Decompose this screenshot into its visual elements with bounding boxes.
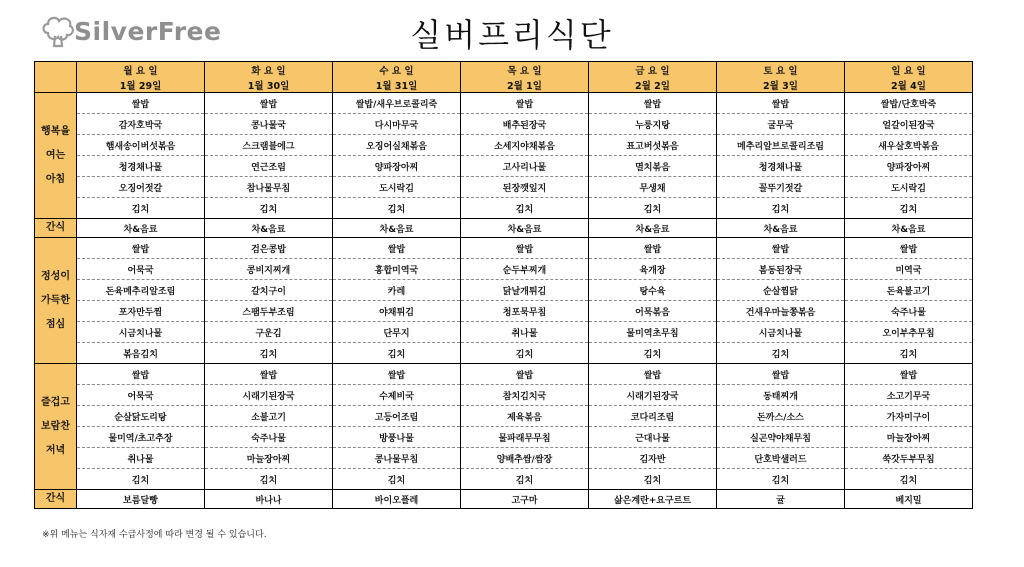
menu-item: 수제비국 [333, 385, 461, 406]
menu-item: 고구마 [461, 490, 589, 509]
menu-item: 오이부추무침 [845, 322, 973, 343]
menu-item: 김치 [589, 343, 717, 364]
menu-item: 단호박샐러드 [717, 448, 845, 469]
menu-item: 김치 [589, 198, 717, 219]
menu-item: 참치김치국 [461, 385, 589, 406]
menu-item: 시금치나물 [717, 322, 845, 343]
menu-item: 콩나물국 [205, 114, 333, 135]
menu-item: 차&음료 [461, 219, 589, 238]
menu-item: 김치 [845, 343, 973, 364]
menu-item: 볶음김치 [77, 343, 205, 364]
snack-label: 간식 [35, 490, 77, 509]
menu-item: 김치 [845, 198, 973, 219]
menu-item: 김치 [589, 469, 717, 490]
menu-item: 김치 [205, 198, 333, 219]
header-row-dates [35, 77, 973, 93]
logo-text: SilverFree [74, 16, 222, 46]
menu-item: 김치 [461, 469, 589, 490]
menu-item: 차&음료 [205, 219, 333, 238]
menu-item: 쌀밥 [589, 364, 717, 385]
menu-item: 돈육불고기 [845, 280, 973, 301]
menu-row [35, 385, 973, 406]
menu-item: 쌀밥 [589, 93, 717, 114]
menu-item: 표고버섯볶음 [589, 135, 717, 156]
menu-item: 쌀밥 [77, 93, 205, 114]
menu-item: 쌀밥/단호박죽 [845, 93, 973, 114]
menu-item: 오징어실채볶음 [333, 135, 461, 156]
menu-item: 쌀밥 [717, 238, 845, 259]
menu-item: 쌀밥 [461, 93, 589, 114]
menu-item: 마늘장아찌 [205, 448, 333, 469]
menu-item: 쌀밥 [461, 364, 589, 385]
menu-item: 봄동된장국 [717, 259, 845, 280]
menu-item: 무생채 [589, 177, 717, 198]
menu-item: 시래기된장국 [589, 385, 717, 406]
menu-item: 양파장아찌 [333, 156, 461, 177]
menu-item: 쌀밥/새우브로콜리죽 [333, 93, 461, 114]
date-header: 2월 2일 [589, 77, 717, 93]
menu-item: 쌀밥 [77, 364, 205, 385]
menu-row [35, 259, 973, 280]
menu-item: 멸치볶음 [589, 156, 717, 177]
menu-item: 순두부찌개 [461, 259, 589, 280]
date-header: 1월 30일 [205, 77, 333, 93]
menu-item: 돈육메추리알조림 [77, 280, 205, 301]
menu-item: 건새우마늘쫑볶음 [717, 301, 845, 322]
menu-item: 취나물 [77, 448, 205, 469]
menu-item: 물파래무무침 [461, 427, 589, 448]
menu-item: 콩나물무침 [333, 448, 461, 469]
header-row-days [35, 62, 973, 78]
menu-table-body [35, 62, 973, 509]
menu-item: 청포묵무침 [461, 301, 589, 322]
menu-item: 고등어조림 [333, 406, 461, 427]
menu-row [35, 198, 973, 219]
menu-item: 쑥갓두부무침 [845, 448, 973, 469]
menu-item: 쌀밥 [845, 364, 973, 385]
menu-item: 마늘장아찌 [845, 427, 973, 448]
menu-item: 소고기무국 [845, 385, 973, 406]
menu-item: 시래기된장국 [205, 385, 333, 406]
menu-item: 스크램블에그 [205, 135, 333, 156]
day-header: 금 요 일 [589, 62, 717, 78]
menu-item: 쌀밥 [333, 238, 461, 259]
date-header: 2월 4일 [845, 77, 973, 93]
menu-row [35, 280, 973, 301]
menu-item: 김치 [717, 198, 845, 219]
menu-row [35, 427, 973, 448]
day-header: 목 요 일 [461, 62, 589, 78]
menu-item: 김치 [205, 343, 333, 364]
menu-table [34, 61, 973, 509]
menu-item: 굴무국 [717, 114, 845, 135]
menu-item: 시금치나물 [77, 322, 205, 343]
menu-item: 고사리나물 [461, 156, 589, 177]
menu-item: 김치 [77, 198, 205, 219]
day-header: 수 요 일 [333, 62, 461, 78]
menu-item: 바이오플레 [333, 490, 461, 509]
menu-item: 육개장 [589, 259, 717, 280]
menu-row [35, 135, 973, 156]
menu-item: 김치 [461, 343, 589, 364]
menu-row [35, 406, 973, 427]
menu-row [35, 156, 973, 177]
menu-item: 근대나물 [589, 427, 717, 448]
menu-item: 카레 [333, 280, 461, 301]
date-header: 2월 1일 [461, 77, 589, 93]
menu-item: 김치 [333, 469, 461, 490]
menu-item: 바나나 [205, 490, 333, 509]
day-header: 월 요 일 [77, 62, 205, 78]
date-header: 1월 29일 [77, 77, 205, 93]
menu-item: 된장깻잎지 [461, 177, 589, 198]
menu-item: 구운김 [205, 322, 333, 343]
menu-item: 누룽지탕 [589, 114, 717, 135]
date-header: 2월 3일 [717, 77, 845, 93]
snack-label: 간식 [35, 219, 77, 238]
menu-item: 어묵국 [77, 385, 205, 406]
menu-item: 차&음료 [333, 219, 461, 238]
footnote: ※위 메뉴는 식자재 수급사정에 따라 변경 될 수 있습니다. [42, 530, 267, 540]
menu-item: 쌀밥 [461, 238, 589, 259]
header-corner [35, 62, 77, 93]
menu-item: 도시락김 [333, 177, 461, 198]
menu-item: 보름달빵 [77, 490, 205, 509]
menu-item: 어묵볶음 [589, 301, 717, 322]
menu-item: 얼갈이된장국 [845, 114, 973, 135]
menu-row [35, 93, 973, 114]
menu-item: 쌀밥 [77, 238, 205, 259]
menu-item: 콩비지찌개 [205, 259, 333, 280]
menu-item: 순살찜닭 [717, 280, 845, 301]
menu-item: 방풍나물 [333, 427, 461, 448]
menu-row [35, 343, 973, 364]
menu-item: 꼴뚜기젓갈 [717, 177, 845, 198]
menu-item: 갈치구이 [205, 280, 333, 301]
menu-item: 숙주나물 [205, 427, 333, 448]
menu-item: 소불고기 [205, 406, 333, 427]
menu-item: 미역국 [845, 259, 973, 280]
menu-item: 소세지야채볶음 [461, 135, 589, 156]
menu-item: 검은콩밥 [205, 238, 333, 259]
menu-item: 닭날개튀김 [461, 280, 589, 301]
menu-item: 쌀밥 [589, 238, 717, 259]
menu-item: 삶은계란+요구르트 [589, 490, 717, 509]
menu-row [35, 469, 973, 490]
menu-item: 차&음료 [77, 219, 205, 238]
menu-item: 김치 [333, 343, 461, 364]
menu-item: 단무지 [333, 322, 461, 343]
day-header: 화 요 일 [205, 62, 333, 78]
menu-item: 김치 [333, 198, 461, 219]
menu-item: 배추된장국 [461, 114, 589, 135]
menu-item: 취나물 [461, 322, 589, 343]
menu-item: 제육볶음 [461, 406, 589, 427]
menu-item: 연근조림 [205, 156, 333, 177]
menu-item: 물미역초무침 [589, 322, 717, 343]
day-header: 토 요 일 [717, 62, 845, 78]
menu-item: 쌀밥 [717, 93, 845, 114]
menu-item: 쌀밥 [205, 93, 333, 114]
menu-item: 차&음료 [589, 219, 717, 238]
menu-item: 베지밀 [845, 490, 973, 509]
menu-item: 어묵국 [77, 259, 205, 280]
snack-row [35, 219, 973, 238]
menu-item: 쌀밥 [717, 364, 845, 385]
menu-item: 다시마무국 [333, 114, 461, 135]
menu-item: 차&음료 [717, 219, 845, 238]
menu-row [35, 301, 973, 322]
menu-item: 실곤약야채무침 [717, 427, 845, 448]
menu-item: 햄새송이버섯볶음 [77, 135, 205, 156]
menu-item: 양파장아찌 [845, 156, 973, 177]
menu-item: 오징어젓갈 [77, 177, 205, 198]
menu-item: 메추리알브로콜리조림 [717, 135, 845, 156]
page-title: 실버프리식단 [410, 16, 614, 54]
menu-item: 김치 [205, 469, 333, 490]
menu-item: 쌀밥 [845, 238, 973, 259]
menu-item: 양배추쌈/쌈장 [461, 448, 589, 469]
menu-item: 새우살호박볶음 [845, 135, 973, 156]
menu-item: 쌀밥 [205, 364, 333, 385]
menu-item: 동태찌개 [717, 385, 845, 406]
menu-row [35, 322, 973, 343]
menu-item: 청경채나물 [717, 156, 845, 177]
menu-item: 김치 [717, 469, 845, 490]
meal-label: 정성이 가득한 점심 [35, 238, 77, 364]
menu-item: 도시락김 [845, 177, 973, 198]
menu-row [35, 114, 973, 135]
menu-item: 귤 [717, 490, 845, 509]
menu-item: 홍합미역국 [333, 259, 461, 280]
menu-item: 스팸두부조림 [205, 301, 333, 322]
menu-item: 김치 [77, 469, 205, 490]
meal-label: 즐겁고 보람찬 저녁 [35, 364, 77, 490]
menu-item: 물미역/초고추장 [77, 427, 205, 448]
menu-item: 청경채나물 [77, 156, 205, 177]
menu-item: 포자만두찜 [77, 301, 205, 322]
menu-item: 코다리조림 [589, 406, 717, 427]
menu-item: 숙주나물 [845, 301, 973, 322]
menu-row [35, 238, 973, 259]
menu-item: 김치 [845, 469, 973, 490]
menu-item: 탕수육 [589, 280, 717, 301]
menu-item: 김자반 [589, 448, 717, 469]
menu-item: 김치 [717, 343, 845, 364]
meal-label: 행복을 여는 아침 [35, 93, 77, 219]
menu-item: 참나물무침 [205, 177, 333, 198]
menu-row [35, 448, 973, 469]
menu-item: 순살닭도리탕 [77, 406, 205, 427]
menu-item: 돈까스/소스 [717, 406, 845, 427]
day-header: 일 요 일 [845, 62, 973, 78]
menu-item: 감자호박국 [77, 114, 205, 135]
menu-row [35, 364, 973, 385]
date-header: 1월 31일 [333, 77, 461, 93]
snack-row [35, 490, 973, 509]
menu-item: 차&음료 [845, 219, 973, 238]
menu-row [35, 177, 973, 198]
menu-item: 김치 [461, 198, 589, 219]
menu-item: 야채튀김 [333, 301, 461, 322]
menu-item: 가자미구이 [845, 406, 973, 427]
menu-item: 쌀밥 [333, 364, 461, 385]
